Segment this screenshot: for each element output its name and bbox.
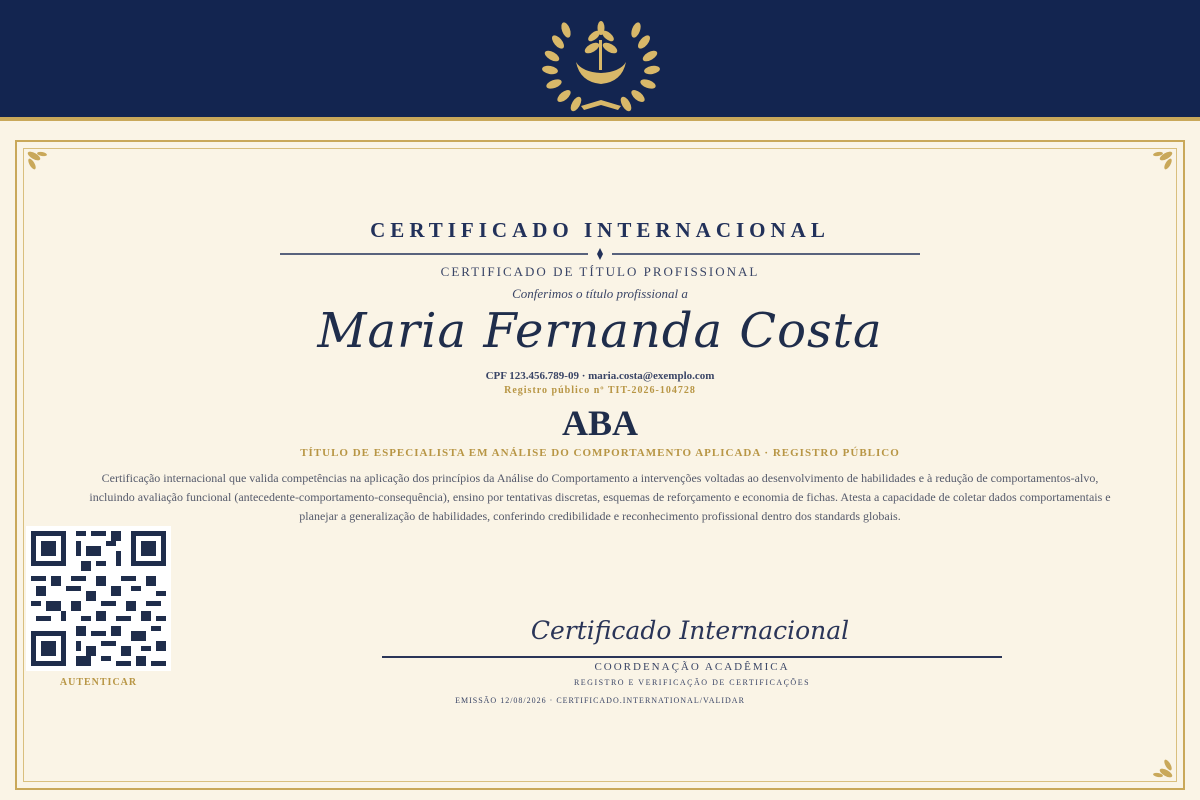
laurel-emblem-icon [536, 10, 666, 118]
header-band [0, 0, 1200, 121]
leaf-corner-icon [24, 148, 54, 178]
recipient-name: Maria Fernanda Costa [317, 303, 883, 359]
confirm-text: Conferimos o título profissional a [512, 286, 688, 301]
authenticate-link[interactable]: AUTENTICAR [59, 677, 138, 688]
recipient-id-line: CPF 123.456.789-09 · maria.costa@exemplo.com [485, 370, 715, 382]
registry-number: Registro público nº TIT-2026-104728 [504, 385, 696, 396]
emission-footer: EMISSÃO 12/08/2026 · CERTIFICADO.INTERNATIONAL/VALIDAR [455, 696, 745, 705]
leaf-corner-icon [1146, 148, 1176, 178]
signature-role: COORDENAÇÃO ACADÊMICA [594, 661, 790, 673]
certificate-title: CERTIFICADO INTERNACIONAL [370, 218, 830, 242]
leaf-corner-icon [1146, 751, 1176, 781]
signature-department: REGISTRO E VERIFICAÇÃO DE CERTIFICAÇÕES [573, 678, 811, 687]
specialty-line: TÍTULO DE ESPECIALISTA EM ANÁLISE DO COMPORTAMENTO APLICADA · REGISTRO PÚBLICO [300, 447, 900, 459]
signature-line [382, 656, 1002, 658]
title-divider [280, 245, 920, 263]
title-acronym: ABA [561, 403, 638, 443]
certificate-description: Certificação internacional que valida competências na aplicação dos princípios da Análise do Comportamento a intervenções voltadas ao desenvolvimento de habilidades e à redução de comportamentos-alvo, incluindo avaliação funcional (antecedente-comportamento-consequência), ensino por tentativas discretas, esquemas de reforçamento e economia de fichas. Atesta a capacidade de coletar dados comportamentais e planejar a generalização de habilidades, conferindo credibilidade e reconhecimento profissional dentro dos standards globais. [89, 471, 1111, 523]
certificate-subtitle: CERTIFICADO DE TÍTULO PROFISSIONAL [440, 264, 760, 279]
qr-code[interactable] [26, 526, 171, 671]
signature-script: Certificado Internacional [530, 616, 850, 645]
